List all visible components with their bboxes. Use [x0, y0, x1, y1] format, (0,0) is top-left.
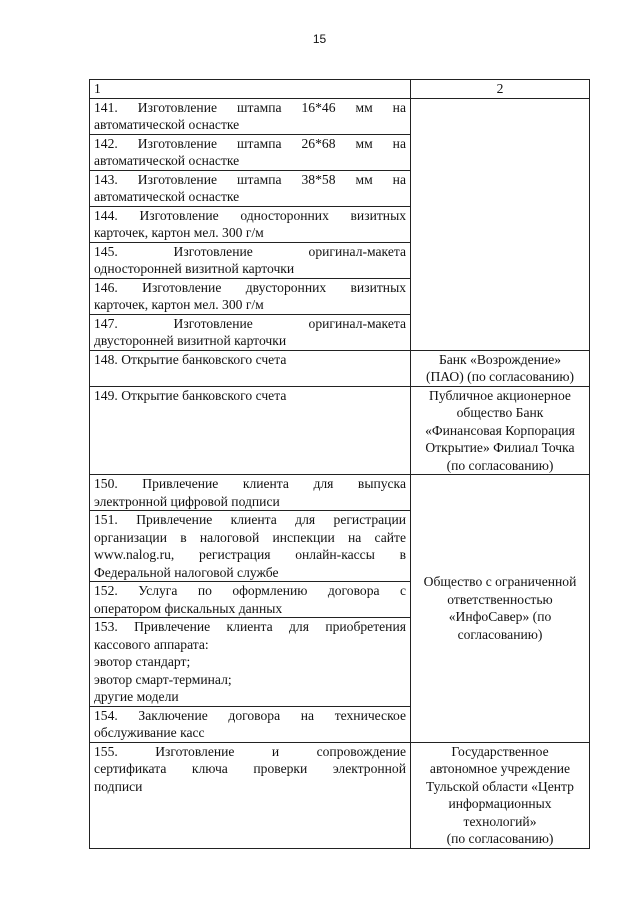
organization-line: информационных	[448, 796, 552, 811]
organization-line: Государственное	[451, 743, 549, 759]
organization-line: общество Банк	[456, 405, 544, 420]
organization-line: Публичное акционерное	[429, 387, 571, 403]
service-line: автоматической оснастке	[94, 153, 240, 168]
service-line: 147. Изготовление оригинал-макета	[94, 315, 406, 331]
organization-line: (по согласованию)	[446, 457, 554, 473]
service-line: подписи	[94, 778, 143, 794]
organization-line: автономное учреждение	[429, 761, 571, 776]
service-cell	[90, 278, 411, 314]
service-line: 141. Изготовление штампа 16*46 мм на	[94, 99, 406, 115]
organization-cell	[411, 386, 590, 475]
service-line: сертификата ключа проверки электронной	[94, 761, 406, 776]
table-row	[90, 386, 590, 475]
organization-line: Тульской области «Центр	[426, 778, 574, 794]
table-row	[90, 98, 590, 134]
service-line: 143. Изготовление штампа 38*58 мм на	[94, 171, 406, 187]
service-line: эвотор стандарт;	[94, 654, 191, 669]
organization-line: «Финансовая Корпорация	[425, 422, 575, 438]
service-line: карточек, картон мел. 300 г/м	[94, 297, 264, 312]
organization-line: Открытие» Филиал Точка	[425, 440, 575, 455]
service-line: www.nalog.ru, регистрация онлайн-кассы в	[94, 547, 406, 562]
service-cell	[90, 242, 411, 278]
service-cell	[90, 706, 411, 742]
services-table	[89, 79, 590, 849]
organization-cell-empty	[411, 98, 590, 350]
table-row	[90, 350, 590, 386]
service-cell	[90, 511, 411, 582]
service-cell	[90, 386, 411, 475]
page-number: 15	[312, 32, 327, 46]
service-line: обслуживание касс	[94, 725, 205, 740]
organization-line: (ПАО) (по согласованию)	[425, 369, 575, 384]
service-line: оператором фискальных данных	[94, 600, 283, 616]
service-cell	[90, 170, 411, 206]
organization-cell	[411, 742, 590, 848]
service-line: 142. Изготовление штампа 26*68 мм на	[94, 135, 406, 151]
organization-line: (по согласованию)	[446, 831, 554, 846]
service-cell	[90, 134, 411, 170]
service-line: автоматической оснастке	[94, 117, 240, 132]
service-line: 146. Изготовление двусторонних визитных	[94, 279, 406, 295]
service-line: 145. Изготовление оригинал-макета	[94, 243, 406, 259]
table-row	[90, 475, 590, 511]
service-line: односторонней визитной карточки	[94, 261, 295, 276]
service-cell	[90, 314, 411, 350]
table-header-row	[90, 80, 590, 99]
service-cell	[90, 582, 411, 618]
service-line: 155. Изготовление и сопровождение	[94, 743, 406, 759]
service-line: организации в налоговой инспекции на сайте	[94, 529, 406, 545]
service-cell	[90, 98, 411, 134]
organization-line: Банк «Возрождение»	[438, 351, 562, 367]
service-line: 149. Открытие банковского счета	[94, 387, 287, 403]
column-2-header: 2	[411, 80, 590, 99]
organization-cell	[411, 350, 590, 386]
service-line: двусторонней визитной карточки	[94, 333, 287, 348]
organization-line: Общество с ограниченной	[423, 574, 577, 590]
service-line: кассового аппарата:	[94, 636, 209, 652]
organization-line: согласованию)	[457, 626, 543, 642]
service-line: 152. Услуга по оформлению договора с	[94, 583, 406, 598]
service-line: карточек, картон мел. 300 г/м	[94, 225, 264, 240]
organization-line: технологий»	[463, 813, 537, 829]
service-line: автоматической оснастке	[94, 189, 240, 204]
organization-line: «ИнфоСавер» (по	[448, 609, 552, 625]
service-line: 150. Привлечение клиента для выпуска	[94, 476, 406, 491]
table-row	[90, 742, 590, 848]
service-cell	[90, 350, 411, 386]
service-line: Федеральной налоговой службе	[94, 564, 279, 580]
service-line: 148. Открытие банковского счета	[94, 351, 287, 367]
service-cell	[90, 742, 411, 848]
service-line: 151. Привлечение клиента для регистрации	[94, 512, 406, 527]
organization-cell	[411, 475, 590, 743]
service-line: 153. Привлечение клиента для приобретения	[94, 619, 406, 634]
service-line: электронной цифровой подписи	[94, 493, 280, 509]
service-line: 144. Изготовление односторонних визитных	[94, 207, 406, 223]
service-cell	[90, 618, 411, 707]
service-line: 154. Заключение договора на техническое	[94, 707, 406, 723]
service-cell	[90, 475, 411, 511]
service-cell	[90, 206, 411, 242]
service-line: эвотор смарт-терминал;	[94, 671, 232, 687]
column-1-header: 1	[90, 80, 411, 99]
service-line: другие модели	[94, 689, 179, 704]
organization-line: ответственностью	[447, 591, 553, 607]
